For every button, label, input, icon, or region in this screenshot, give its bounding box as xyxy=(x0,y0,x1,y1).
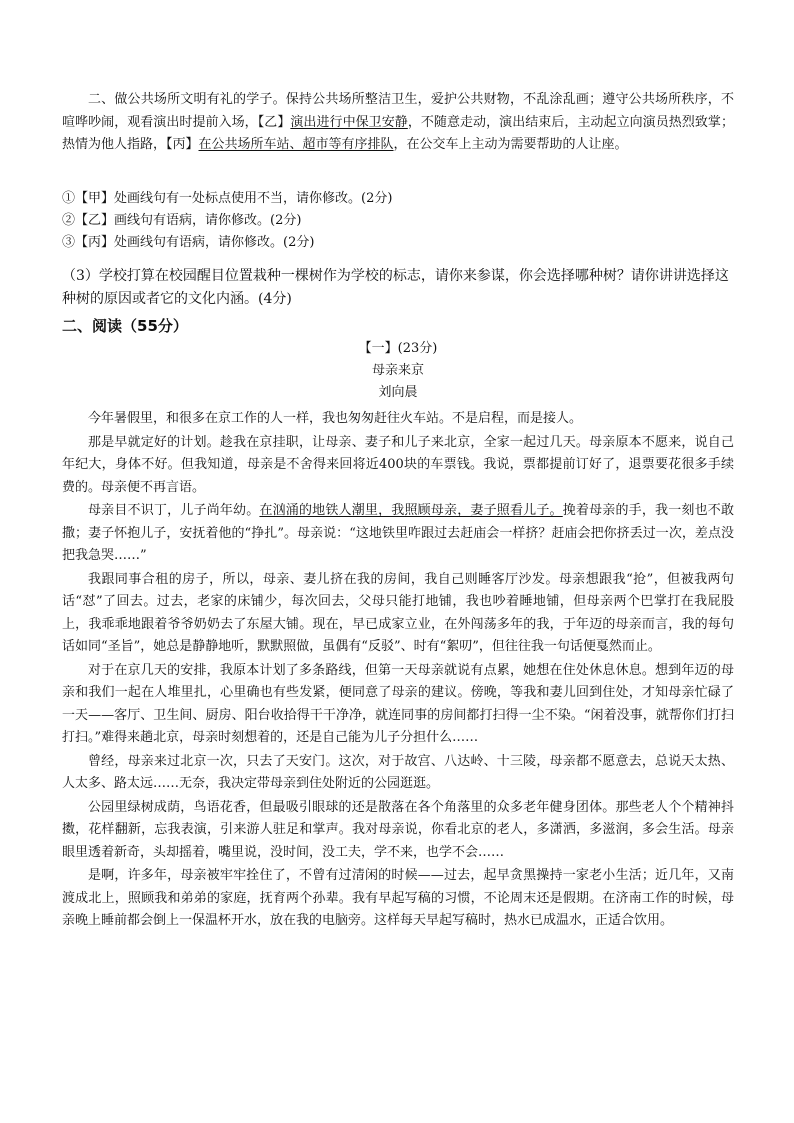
paragraph-2: 那是早就定好的计划。趁我在京挂职，让母亲、妻子和儿子来北京，全家一起过几天。母亲原本不愿来，说自己年纪大，身体不好。但我知道，母亲是不舍得来回将近400块的车票钱。我说，票都提前订好了，退票要花很多手续费的。母亲便不再言语。 xyxy=(62,434,734,495)
article-body xyxy=(62,408,734,933)
paragraph-4: 我跟同事合租的房子，所以，母亲、妻儿挤在我的房间，我自己则睡客厅沙发。母亲想跟我“抢”，但被我两句话“怼”了回去。过去，老家的床铺少，每次回去，父母只能打地铺，我也吵着睡地铺，但母亲两个巴掌打在我屁股上，我乖乖地跟着爷爷奶奶去了东屋大铺。现在，早已成家立业，在外闯荡多年的我，于年迈的母亲而言，我的每句话如同“圣旨”，她总是静静地听，默默照做，虽偶有“反驳”、时有“絮叨”，但往往我一句话便戛然而止。 xyxy=(62,571,734,654)
section-header xyxy=(62,314,734,338)
paragraph-3-underlined-sentence: 在汹涌的地铁人潮里，我照顾母亲，妻子照看儿子。 xyxy=(259,503,563,518)
part-one-heading: 【一】(23分) xyxy=(358,341,438,356)
question-3-text: （3）学校打算在校园醒目位置栽种一棵树作为学校的标志，请你来参谋，你会选择哪种树？请你讲讲选择这种树的原因或者它的文化内涵。(4分) xyxy=(62,268,729,307)
q2-text-part3: ，在公交车上主动为需要帮助的人让座。 xyxy=(393,137,628,152)
paragraph-3 xyxy=(62,500,734,568)
paragraph-6: 曾经，母亲来过北京一次，只去了天安门。这次，对于故宫、八达岭、十三陵，母亲都不愿意去，总说天太热、人太多、路太远……无奈，我决定带母亲到住处附近的公园逛逛。 xyxy=(62,753,734,791)
q2-passage xyxy=(62,89,734,157)
yi-underlined-sentence: 演出进行中保卫安静 xyxy=(290,114,408,130)
sub-question-3: ③【丙】处画线句有语病，请你修改。(2分) xyxy=(62,235,315,250)
paragraph-7: 公园里绿树成荫，鸟语花香，但最吸引眼球的还是散落在各个角落里的众多老年健身团体。那些老人个个精神抖擞，花样翻新，忘我表演，引来游人驻足和掌声。我对母亲说，你看北京的老人，多潇洒，多滋润，多会生活。母亲眼里透着新奇，头却摇着，嘴里说，没时间，没工夫，学不来，也学不会…… xyxy=(62,799,734,860)
q2-text-part2: ，不随意走动，演出结束后，主动起立向演员热烈致掌；热情为他人指路，【丙】 xyxy=(62,114,734,152)
q2-text-part1: 二、做公共场所文明有礼的学子。保持公共场所整洁卫生，爱护公共财物，不乱涂乱画；遵守公共场所秩序，不喧哗吵闹，观看演出时提前入场，【乙】 xyxy=(62,92,734,130)
sub-question-1: ①【甲】处画线句有一处标点使用不当，请你修改。(2分) xyxy=(62,191,393,206)
paragraph-8: 是啊，许多年，母亲被牢牢拴住了，不曾有过清闲的时候——过去，起早贪黑操持一家老小生活；近几年，又南渡成北上，照顾我和弟弟的家庭，抚育两个孙辈。我有早起写稿的习惯，不论周末还是假期。在济南工作的时候，母亲晚上睡前都会倒上一保温杯开水，放在我的电脑旁。这样每天早起写稿时，热水已成温水，正适合饮用。 xyxy=(62,868,734,928)
q2-paragraph xyxy=(62,89,734,157)
article-author: 刘向晨 xyxy=(378,385,418,400)
paragraph-3-part-a: 母亲目不识丁，儿子尚年幼。 xyxy=(88,503,260,518)
article-title: 母亲来京 xyxy=(371,363,424,378)
question-3 xyxy=(62,265,734,310)
paragraph-3-part-b: 挽着母亲的手，我一刻也不敢撒；妻子怀抱儿子，安抚着他的“挣扎”。母亲说：“这地铁里咋跟过去赶庙会一样挤？赶庙会把你挤丢过一次，差点没把我急哭……” xyxy=(62,503,734,563)
paragraph-5: 对于在京几天的安排，我原本计划了多条路线，但第一天母亲就说有点累，她想在住处休息休息。想到年迈的母亲和我们一起在人堆里扎，心里确也有些发紧，便同意了母亲的建议。傍晚，等我和妻儿回到住处，才知母亲忙碌了一天——客厅、卫生间、厨房、阳台收拾得干干净净，就连同事的房间都打扫得一尘不染。“闲着没事，就帮你们打扫打扫。”难得来趟北京，母亲时刻想着的，还是自己能为儿子分担什么…… xyxy=(62,662,734,745)
section-title: 二、阅读（55分） xyxy=(62,317,188,335)
bing-underlined-sentence: 在公共场所车站、超市等有序排队 xyxy=(198,137,394,152)
article-header xyxy=(62,338,734,404)
paragraph-1: 今年暑假里，和很多在京工作的人一样，我也匆匆赶往火车站。不是启程，而是接人。 xyxy=(88,411,583,426)
sub-question-2: ②【乙】画线句有语病，请你修改。(2分) xyxy=(62,213,302,228)
sub-questions xyxy=(62,188,734,254)
